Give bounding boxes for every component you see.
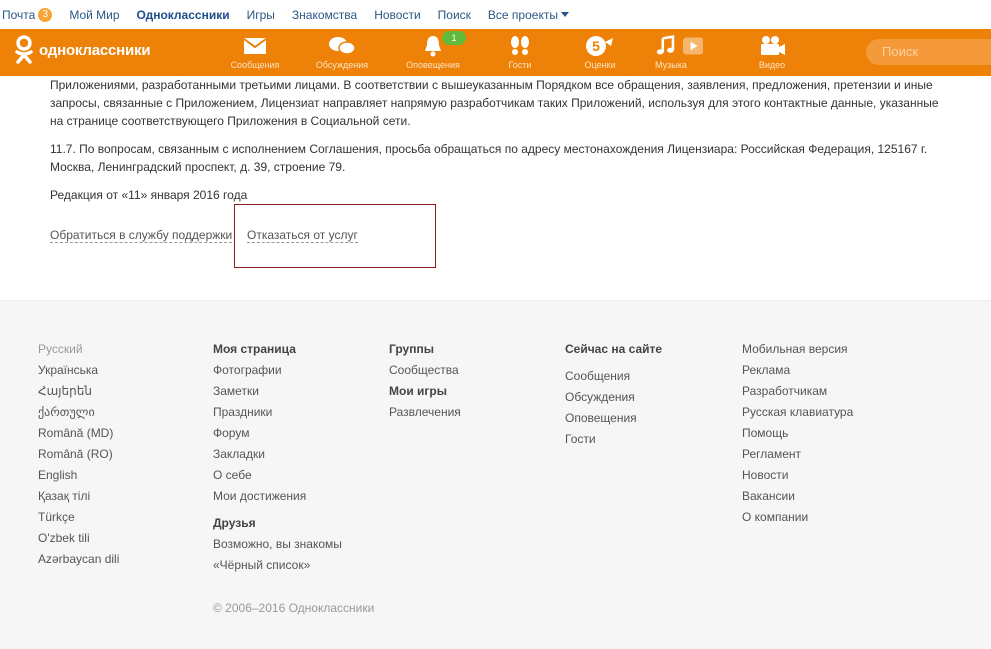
footer-heading: Сейчас на сайте xyxy=(565,342,663,356)
topbar-link-news[interactable]: Новости xyxy=(374,7,421,22)
topbar-link-search[interactable]: Поиск xyxy=(437,7,471,22)
all-projects-label: Все проекты xyxy=(487,7,558,22)
language-item[interactable]: Azərbaycan dili xyxy=(38,552,120,566)
highlight-box xyxy=(234,204,436,268)
topbar-link-moimir[interactable]: Мой Мир xyxy=(69,7,120,22)
footer-link[interactable]: Разработчикам xyxy=(742,384,828,398)
footer-link[interactable]: Вакансии xyxy=(742,489,795,503)
language-item[interactable]: O'zbek tili xyxy=(38,531,90,545)
nav-ratings-label: Оценки xyxy=(584,60,616,70)
search-input[interactable]: Поиск xyxy=(866,39,991,65)
video-camera-icon xyxy=(758,35,786,57)
nav-ratings[interactable] xyxy=(570,33,630,70)
nav-video[interactable] xyxy=(742,33,802,70)
footer-link[interactable]: О себе xyxy=(213,468,252,482)
ok-logo[interactable] xyxy=(13,35,150,65)
footer-link[interactable]: «Чёрный список» xyxy=(213,558,311,572)
bell-icon xyxy=(423,35,443,57)
footer-link[interactable]: Закладки xyxy=(213,447,265,461)
topbar-link-label: Почта xyxy=(2,7,36,22)
refuse-services-link[interactable]: Отказаться от услуг xyxy=(247,228,358,242)
footer-link[interactable]: Гости xyxy=(565,432,596,446)
language-item[interactable]: Հայերեն xyxy=(38,384,92,398)
rating-5-icon xyxy=(585,34,615,58)
topbar-link-odnoklassniki[interactable]: Одноклассники xyxy=(136,7,230,22)
footer-languages xyxy=(38,339,119,570)
nav-discussions-label: Обсуждения xyxy=(315,60,369,70)
footer-my-page xyxy=(213,339,342,576)
topbar-link-dating[interactable]: Знакомства xyxy=(291,7,358,22)
footer-link[interactable]: Сообщения xyxy=(565,369,631,383)
language-item-current: Русский xyxy=(38,342,83,356)
footer-link[interactable]: Обсуждения xyxy=(565,390,635,404)
topbar-link-mail[interactable] xyxy=(2,8,52,22)
nav-guests-label: Гости xyxy=(508,60,532,70)
nav-messages-label: Сообщения xyxy=(230,60,280,70)
footer-link[interactable]: О компании xyxy=(742,510,809,524)
footer-heading[interactable]: Мои игры xyxy=(389,384,447,398)
footer-link[interactable]: Заметки xyxy=(213,384,259,398)
footer-groups xyxy=(389,339,461,423)
footer-heading[interactable]: Друзья xyxy=(213,516,256,530)
nav-notifications[interactable] xyxy=(403,33,463,70)
footer-link[interactable]: Праздники xyxy=(213,405,273,419)
main-navigation-bar xyxy=(0,29,991,76)
language-item[interactable]: Română (RO) xyxy=(38,447,113,461)
chat-bubbles-icon xyxy=(328,35,356,57)
ok-logo-icon xyxy=(13,35,35,65)
footer-now-on-site xyxy=(565,339,662,450)
language-item[interactable]: Українська xyxy=(38,363,99,377)
footer-link[interactable]: Развлечения xyxy=(389,405,461,419)
footprints-icon xyxy=(508,35,532,57)
footer-link[interactable]: Возможно, вы знакомы xyxy=(213,537,342,551)
footer-link[interactable]: Русская клавиатура xyxy=(742,405,854,419)
footer xyxy=(0,300,991,649)
agreement-text xyxy=(50,76,950,214)
language-item[interactable]: ქართული xyxy=(38,405,95,419)
play-icon[interactable] xyxy=(683,36,703,56)
copyright: © 2006–2016 Одноклассники xyxy=(213,601,375,615)
top-projects-bar xyxy=(0,0,991,29)
footer-link[interactable]: Новости xyxy=(742,468,789,482)
support-link[interactable]: Обратиться в службу поддержки xyxy=(50,228,233,242)
language-item[interactable]: Română (MD) xyxy=(38,426,114,440)
nav-music[interactable] xyxy=(643,33,703,70)
footer-link[interactable]: Форум xyxy=(213,426,250,440)
chevron-down-icon xyxy=(561,12,569,17)
footer-misc xyxy=(742,339,853,528)
language-item[interactable]: Türkçe xyxy=(38,510,75,524)
nav-guests[interactable] xyxy=(490,33,550,70)
footer-link[interactable]: Реклама xyxy=(742,363,791,377)
footer-link[interactable]: Фотографии xyxy=(213,363,282,377)
mail-count-badge: 3 xyxy=(38,8,52,22)
footer-link[interactable]: Помощь xyxy=(742,426,789,440)
nav-messages[interactable] xyxy=(225,33,285,70)
envelope-icon xyxy=(243,37,267,55)
nav-notifications-label: Оповещения xyxy=(406,60,460,70)
nav-video-label: Видео xyxy=(758,60,786,70)
edition-date: Редакция от «11» января 2016 года xyxy=(50,188,248,202)
nav-discussions[interactable] xyxy=(312,33,372,70)
language-item[interactable]: English xyxy=(38,468,78,482)
topbar-all-projects-dropdown[interactable] xyxy=(488,8,569,22)
logo-text: одноклассники xyxy=(39,41,151,59)
footer-link[interactable]: Мобильная версия xyxy=(742,342,848,356)
footer-link[interactable]: Мои достижения xyxy=(213,489,307,503)
agreement-paragraph: Приложениями, разработанными третьими лицами. В соответствии с вышеуказанным Порядком все обращения, заявления, предложения, претензии и иные запросы, связанные с Приложением, Лицензиат направляет напрямую разработчикам таких Приложений, используя для этого контактные данные, указанные на странице соответствующего Приложения в Социальной сети. xyxy=(50,78,939,128)
footer-link[interactable]: Оповещения xyxy=(565,411,637,425)
footer-heading[interactable]: Моя страница xyxy=(213,342,296,356)
language-item[interactable]: Қазақ тілі xyxy=(38,489,91,503)
footer-link[interactable]: Регламент xyxy=(742,447,801,461)
footer-link[interactable]: Сообщества xyxy=(389,363,459,377)
footer-heading[interactable]: Группы xyxy=(389,342,434,356)
topbar-link-games[interactable]: Игры xyxy=(246,7,275,22)
support-link-wrap xyxy=(50,228,232,242)
nav-music-label: Музыка xyxy=(655,60,687,70)
svg-text:5: 5 xyxy=(592,38,600,54)
notifications-count-badge: 1 xyxy=(442,31,466,45)
agreement-paragraph-11-7: 11.7. По вопросам, связанным с исполнением Соглашения, просьба обращаться по адресу местонахождения Лицензиара: Российская Федерация, 125167 г. Москва, Ленинградский проспект, д. 39, строение 79. xyxy=(50,142,928,174)
music-note-icon xyxy=(656,34,675,58)
